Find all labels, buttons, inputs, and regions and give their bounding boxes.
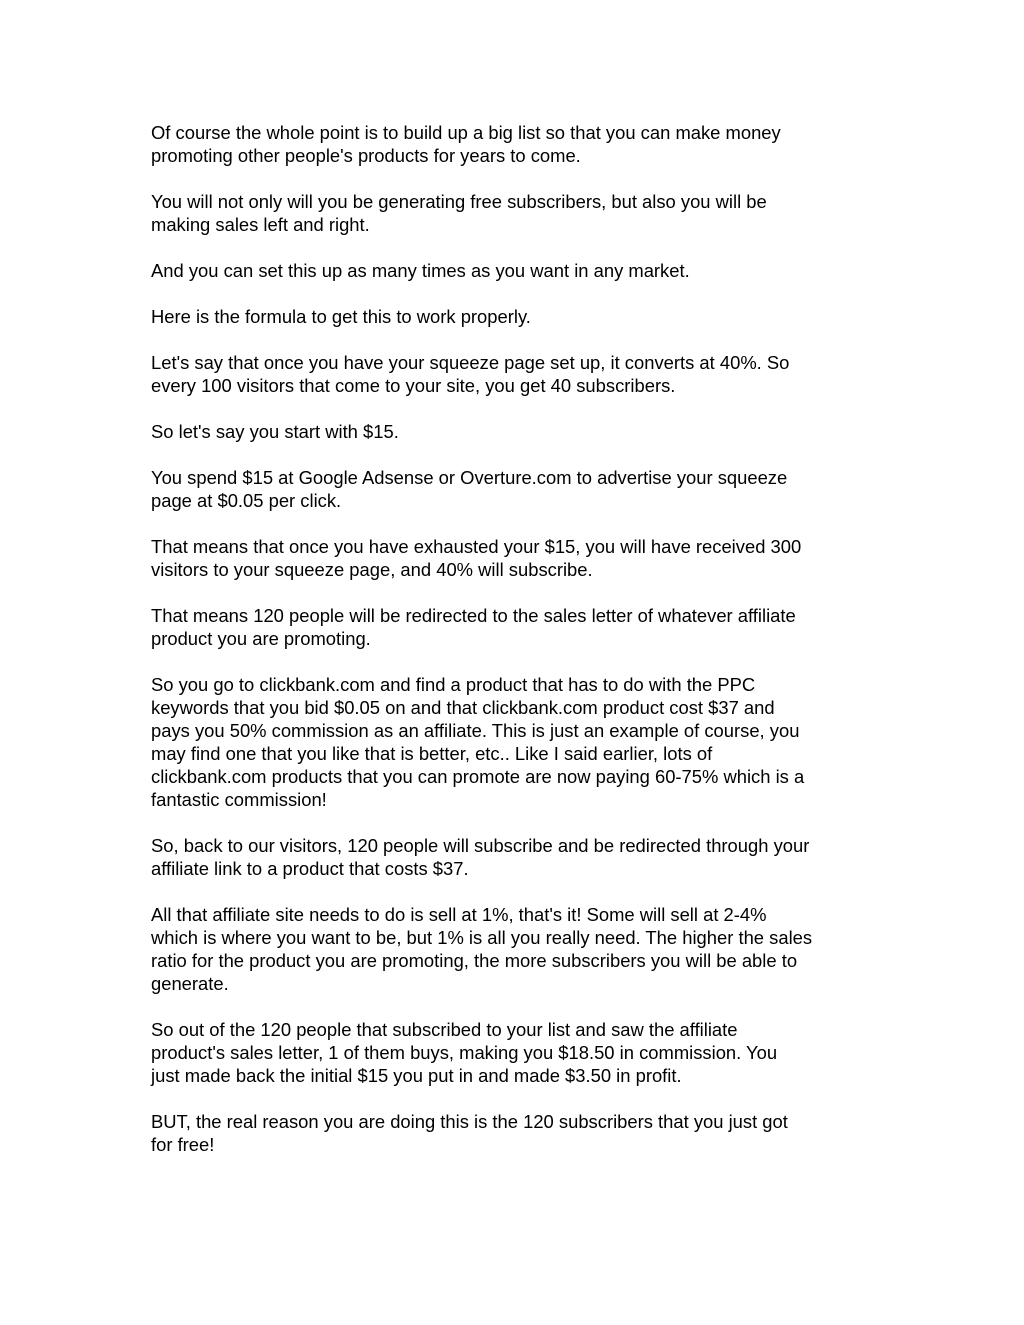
text-line: every 100 visitors that come to your site, you get 40 subscribers. (151, 375, 676, 396)
text-line: generate. (151, 973, 229, 994)
text-line: Of course the whole point is to build up a big list so that you can make money (151, 122, 781, 143)
paragraph (151, 535, 891, 581)
text-line: page at $0.05 per click. (151, 490, 342, 511)
document-body (151, 121, 891, 1179)
text-line: You spend $15 at Google Adsense or Overture.com to advertise your squeeze (151, 467, 788, 488)
paragraph (151, 420, 891, 443)
text-line: making sales left and right. (151, 214, 370, 235)
text-line: That means 120 people will be redirected to the sales letter of whatever affiliate (151, 605, 796, 626)
paragraph (151, 1110, 891, 1156)
paragraph (151, 190, 891, 236)
text-line: pays you 50% commission as an affiliate. This is just an example of course, you (151, 720, 800, 741)
text-line: promoting other people's products for years to come. (151, 145, 581, 166)
paragraph (151, 305, 891, 328)
text-line: So, back to our visitors, 120 people will subscribe and be redirected through your (151, 835, 810, 856)
paragraph (151, 604, 891, 650)
text-line: So you go to clickbank.com and find a product that has to do with the PPC (151, 674, 756, 695)
text-line: fantastic commission! (151, 789, 327, 810)
text-line: clickbank.com products that you can promote are now paying 60-75% which is a (151, 766, 805, 787)
text-line: All that affiliate site needs to do is sell at 1%, that's it! Some will sell at 2-4% (151, 904, 767, 925)
text-line: product you are promoting. (151, 628, 371, 649)
paragraph (151, 834, 891, 880)
paragraph (151, 259, 891, 282)
text-line: for free! (151, 1134, 215, 1155)
text-line: You will not only will you be generating free subscribers, but also you will be (151, 191, 767, 212)
text-line: And you can set this up as many times as you want in any market. (151, 260, 690, 281)
text-line: So let's say you start with $15. (151, 421, 399, 442)
text-line: which is where you want to be, but 1% is all you really need. The higher the sales (151, 927, 813, 948)
text-line: That means that once you have exhausted your $15, you will have received 300 (151, 536, 802, 557)
text-line: ratio for the product you are promoting, the more subscribers you will be able to (151, 950, 798, 971)
text-line: keywords that you bid $0.05 on and that clickbank.com product cost $37 and (151, 697, 775, 718)
paragraph (151, 1018, 891, 1087)
paragraph (151, 673, 891, 811)
text-line: Here is the formula to get this to work properly. (151, 306, 531, 327)
text-line: just made back the initial $15 you put in and made $3.50 in profit. (151, 1065, 682, 1086)
paragraph (151, 351, 891, 397)
text-line: product's sales letter, 1 of them buys, making you $18.50 in commission. You (151, 1042, 778, 1063)
paragraph (151, 903, 891, 995)
text-line: So out of the 120 people that subscribed to your list and saw the affiliate (151, 1019, 738, 1040)
text-line: BUT, the real reason you are doing this is the 120 subscribers that you just got (151, 1111, 788, 1132)
text-line: visitors to your squeeze page, and 40% will subscribe. (151, 559, 593, 580)
paragraph (151, 121, 891, 167)
text-line: affiliate link to a product that costs $37. (151, 858, 469, 879)
text-line: may find one that you like that is better, etc.. Like I said earlier, lots of (151, 743, 713, 764)
text-line: Let's say that once you have your squeeze page set up, it converts at 40%. So (151, 352, 790, 373)
paragraph (151, 466, 891, 512)
